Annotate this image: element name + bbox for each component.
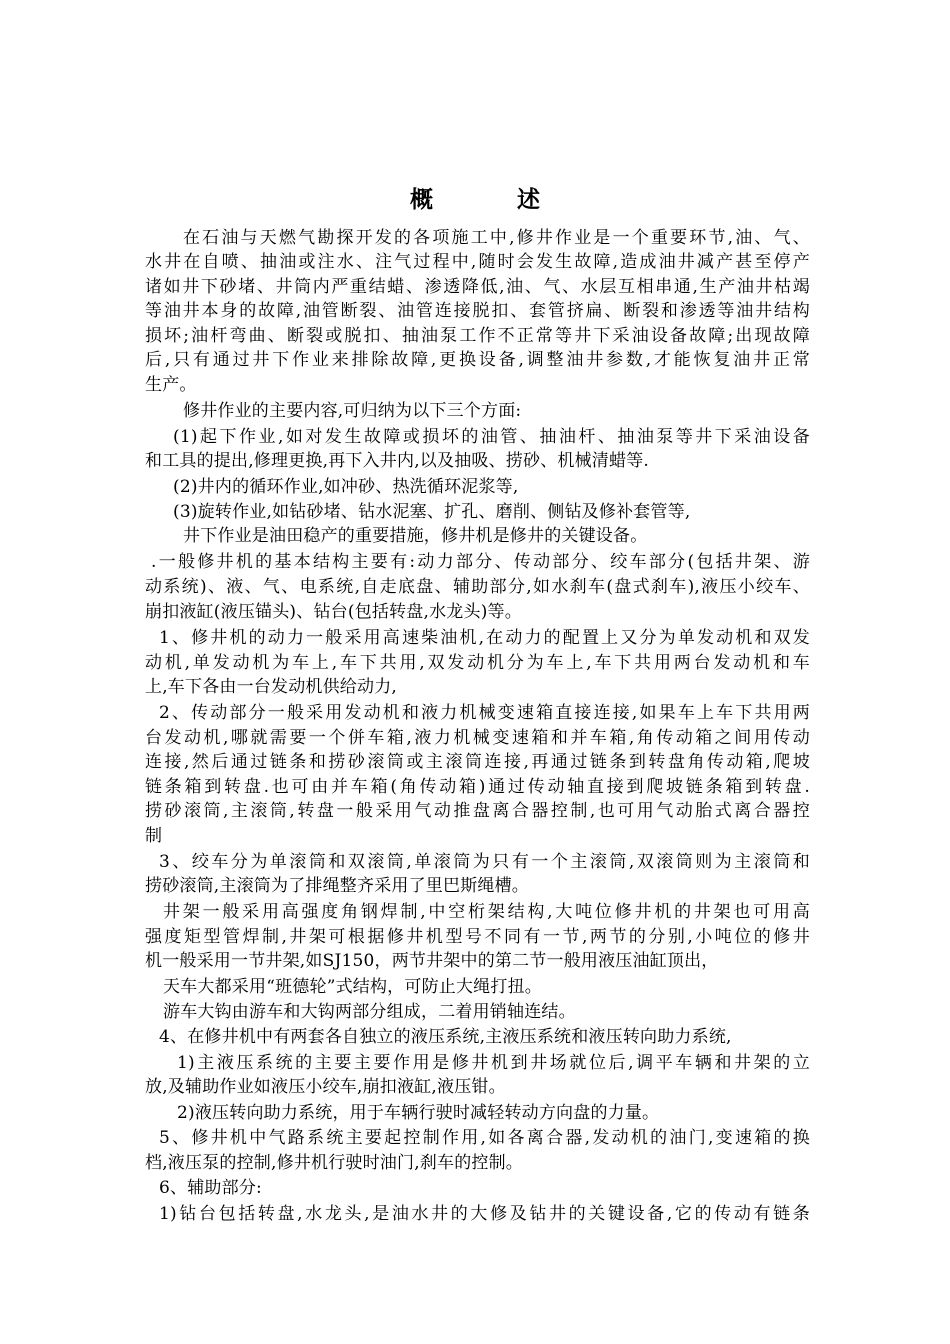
text-line: 后,只有通过井下作业来排除故障,更换设备,调整油井参数,才能恢复油井正常 xyxy=(145,350,810,370)
text-line: 放,及辅助作业如液压小绞车,崩扣液缸,液压钳。 xyxy=(145,1077,506,1097)
text-line: 机一般采用一节井架,如SJ150，两节井架中的第二节一般用液压油缸顶出， xyxy=(145,951,719,971)
text-line: 台发动机,哪就需要一个併车箱,液力机械变速箱和并车箱,角传动箱之间用传动 xyxy=(145,728,810,748)
text-line: 捞砂滚筒,主滚筒为了排绳整齐采用了里巴斯绳槽。 xyxy=(145,876,530,896)
text-line: 制 xyxy=(145,826,163,846)
text-line: .一般修井机的基本结构主要有:动力部分、传动部分、绞车部分(包括井架、游 xyxy=(151,552,810,572)
text-line: 等油井本身的故障,油管断裂、油管连接脱扣、套管挤扁、断裂和渗透等油井结构 xyxy=(145,301,810,321)
text-line: 动机,单发动机为车上,车下共用,双发动机分为车上,车下共用两台发动机和车 xyxy=(145,653,810,673)
text-line: 4、在修井机中有两套各自独立的液压系统,主液压系统和液压转向助力系统, xyxy=(159,1027,732,1047)
text-line: 2)液压转向助力系统，用于车辆行驶时减轻转动方向盘的力量。 xyxy=(177,1103,660,1123)
text-line: 5、修井机中气路系统主要起控制作用,如各离合器,发动机的油门,变速箱的换 xyxy=(159,1128,810,1148)
text-line: 上,车下各由一台发动机供给动力, xyxy=(145,677,398,697)
text-line: 2、传动部分一般采用发动机和液力机械变速箱直接连接,如果车上车下共用两 xyxy=(159,703,810,723)
text-line: (1)起下作业,如对发生故障或损坏的油管、抽油杆、抽油泵等井下采油设备 xyxy=(173,427,810,447)
text-line: 崩扣液缸(液压锚头)、钻台(包括转盘,水龙头)等。 xyxy=(145,602,522,622)
text-line: 强度矩型管焊制,井架可根据修井机型号不同有一节,两节的分别,小吨位的修井 xyxy=(145,927,810,947)
text-line: 1)钻台包括转盘,水龙头,是油水井的大修及钻井的关键设备,它的传动有链条 xyxy=(159,1204,810,1224)
text-line: 动系统)、液、气、电系统,自走底盘、辅助部分,如水刹车(盘式刹车),液压小绞车、 xyxy=(145,577,810,597)
text-line: 损坏;油杆弯曲、断裂或脱扣、抽油泵工作不正常等井下采油设备故障;出现故障 xyxy=(145,326,810,346)
text-line: 游车大钩由游车和大钩两部分组成，二着用销轴连结。 xyxy=(163,1002,576,1022)
text-line: 3、绞车分为单滚筒和双滚筒,单滚筒为只有一个主滚筒,双滚筒则为主滚筒和 xyxy=(159,852,810,872)
text-line: 6、辅助部分: xyxy=(159,1178,262,1198)
text-line: (2)井内的循环作业,如冲砂、热洗循环泥浆等, xyxy=(173,477,519,497)
text-line: 天车大都采用“班德轮”式结构，可防止大绳打扭。 xyxy=(163,977,542,997)
page-title: 概 述 xyxy=(409,187,578,213)
text-line: 生产。 xyxy=(145,375,197,395)
text-line: 连接,然后通过链条和捞砂滚筒或主滚筒连接,再通过链条到转盘角传动箱,爬坡 xyxy=(145,752,810,772)
text-line: 捞砂滚筒,主滚筒,转盘一般采用气动推盘离合器控制,也可用气动胎式离合器控 xyxy=(145,801,810,821)
text-line: (3)旋转作业,如钻砂堵、钻水泥塞、扩孔、磨削、侧钻及修补套管等, xyxy=(173,502,691,522)
text-line: 在石油与天燃气勘探开发的各项施工中,修井作业是一个重要环节,油、气、 xyxy=(183,228,810,248)
text-line: 1)主液压系统的主要主要作用是修井机到井场就位后,调平车辆和井架的立 xyxy=(177,1053,810,1073)
text-line: 井下作业是油田稳产的重要措施，修井机是修井的关键设备。 xyxy=(183,526,648,546)
text-line: 链条箱到转盘.也可由并车箱(角传动箱)通过传动轴直接到爬坡链条箱到转盘. xyxy=(145,777,810,797)
text-line: 1、修井机的动力一般采用高速柴油机,在动力的配置上又分为单发动机和双发 xyxy=(159,628,810,648)
text-line: 诸如井下砂堵、井筒内严重结蜡、渗透降低,油、气、水层互相串通,生产油井枯竭 xyxy=(145,277,810,297)
text-line: 和工具的提出,修理更换,再下入井内,以及抽吸、捞砂、机械清蜡等. xyxy=(145,451,650,471)
text-line: 档,液压泵的控制,修井机行驶时油门,刹车的控制。 xyxy=(145,1153,524,1173)
text-line: 修井作业的主要内容,可归纳为以下三个方面: xyxy=(183,401,522,421)
text-line: 水井在自喷、抽油或注水、注气过程中,随时会发生故障,造成油井减产甚至停产 xyxy=(145,252,810,272)
text-line: 井架一般采用高强度角钢焊制,中空桁架结构,大吨位修井机的井架也可用高 xyxy=(163,902,810,922)
